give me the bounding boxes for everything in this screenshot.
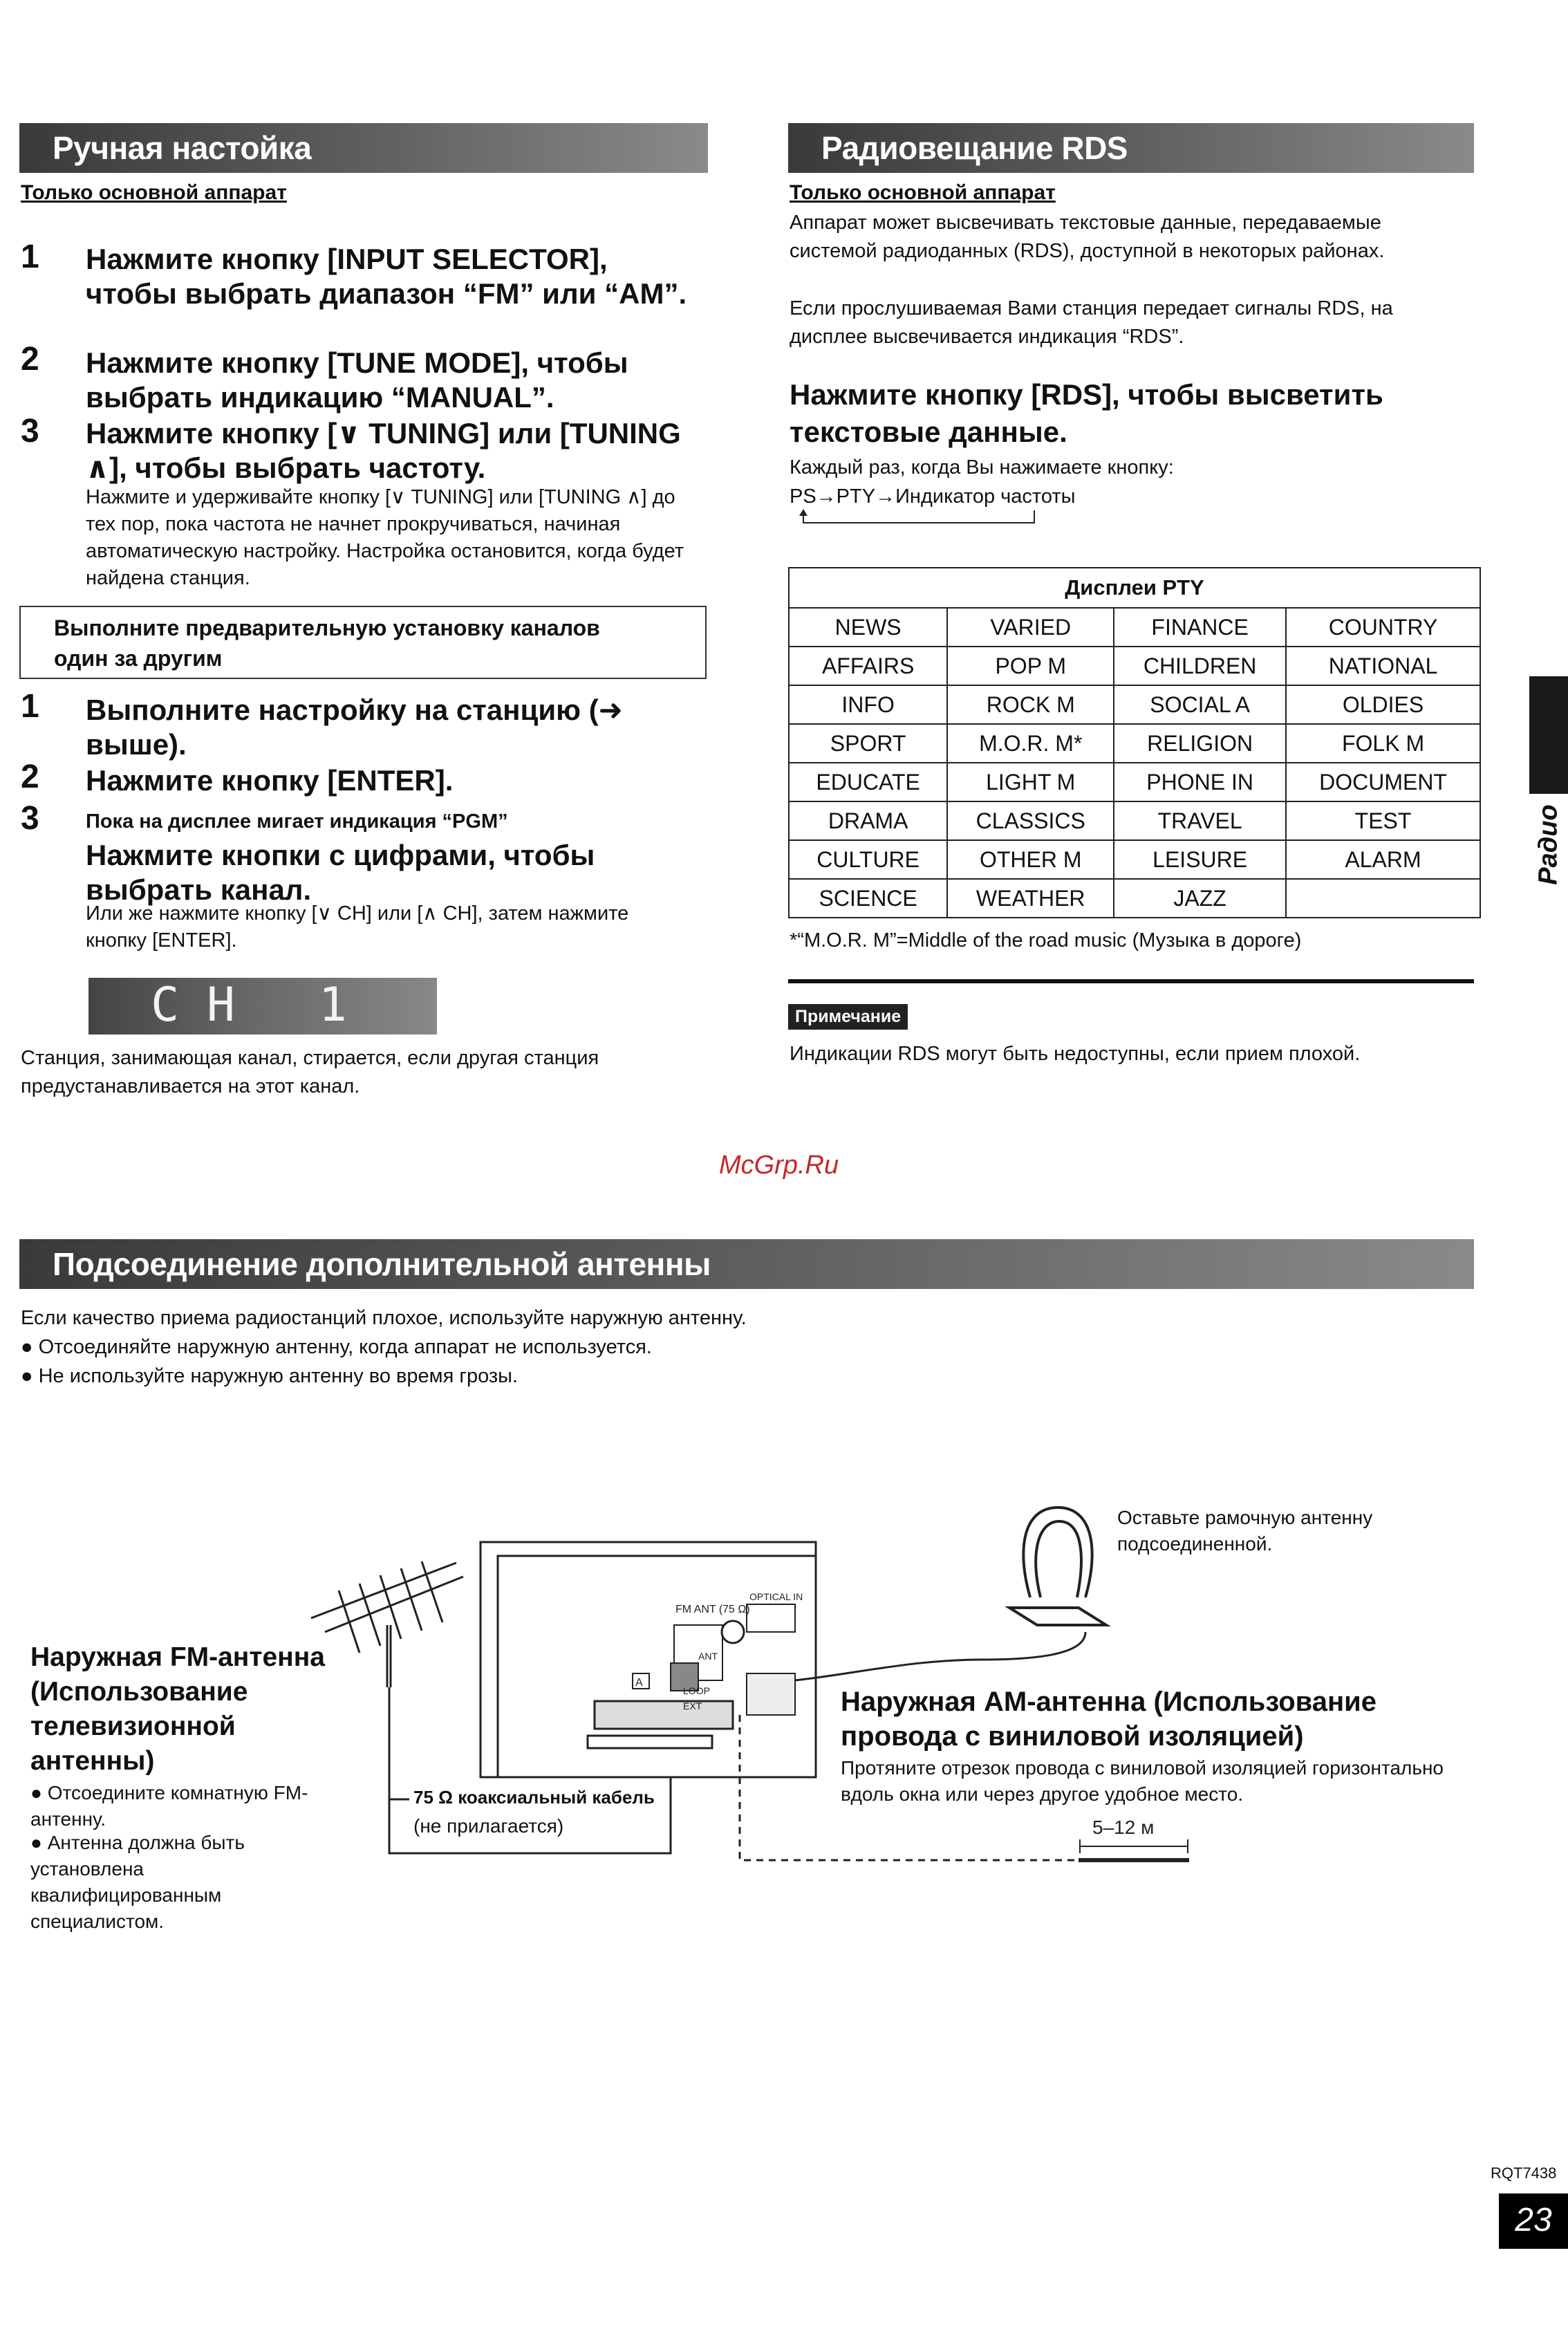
panel-label-a: A bbox=[635, 1677, 643, 1689]
pty-cell: POP M bbox=[947, 647, 1114, 685]
antenna-bullet: ● Отсоединяйте наружную антенну, когда аппарат не используется. bbox=[21, 1336, 652, 1358]
step-number: 3 bbox=[21, 800, 39, 837]
note-badge: Примечание bbox=[788, 1004, 908, 1030]
rds-sequence: PS→PTY→Индикатор частоты bbox=[790, 485, 1076, 508]
fm-antenna-bullet: ● Антенна должна быть установлена квалифицированным специалистом. bbox=[30, 1832, 245, 1932]
watermark: McGrp.Ru bbox=[719, 1151, 839, 1180]
antenna-intro: Если качество приема радиостанций плохое, используйте наружную антенну. bbox=[21, 1307, 747, 1329]
pty-cell: LIGHT M bbox=[947, 763, 1114, 801]
rds-intro: Аппарат может высвечивать текстовые данные, передаваемые системой радиоданных (RDS), доступной в некоторых районах. bbox=[790, 212, 1385, 262]
pty-cell: SCIENCE bbox=[789, 879, 947, 918]
manual-tuning-header: Ручная настойка bbox=[19, 123, 708, 173]
rds-intro-2: Если прослушиваемая Вами станция передает сигналы RDS, на дисплее высвечивается индикация “RDS”. bbox=[790, 297, 1393, 348]
am-terminal bbox=[747, 1673, 795, 1715]
pty-cell: OLDIES bbox=[1286, 685, 1480, 724]
antenna-bullet: ● Не используйте наружную антенну во время грозы. bbox=[21, 1365, 519, 1387]
step-number: 3 bbox=[21, 413, 39, 449]
fm-antenna-bullet: ● Отсоедините комнатную FM-антенну. bbox=[30, 1782, 308, 1830]
pty-cell: INFO bbox=[789, 685, 947, 724]
rds-heading: Нажмите кнопку [RDS], чтобы высветить текстовые данные. bbox=[790, 378, 1383, 448]
loop-antenna-note: Оставьте рамочную антенну подсоединенной. bbox=[1117, 1507, 1373, 1555]
pty-cell: FOLK M bbox=[1286, 724, 1480, 763]
pty-cell: CLASSICS bbox=[947, 801, 1114, 840]
pty-cell: AFFAIRS bbox=[789, 647, 947, 685]
antenna-header: Подсоединение дополнительной антенны bbox=[19, 1239, 1474, 1289]
side-tab bbox=[1529, 676, 1568, 794]
antenna-bullet-text: Отсоединяйте наружную антенну, когда аппарат не используется. bbox=[38, 1336, 652, 1358]
pty-table-title: Дисплеи PTY bbox=[789, 568, 1480, 608]
pty-cell: CHILDREN bbox=[1114, 647, 1286, 685]
pty-table bbox=[788, 567, 1481, 918]
pty-cell: NEWS bbox=[789, 608, 947, 647]
pty-footnote: *“M.O.R. M”=Middle of the road music (Музыка в дороге) bbox=[790, 929, 1302, 952]
cable-note: (не прилагается) bbox=[413, 1815, 564, 1837]
pty-cell: TRAVEL bbox=[1114, 801, 1286, 840]
pty-cell: WEATHER bbox=[947, 879, 1114, 918]
jack-ext-label: EXT bbox=[683, 1700, 702, 1711]
step-text: Нажмите кнопку [∨ TUNING] или [TUNING ∧], чтобы выбрать частоту. bbox=[86, 417, 681, 484]
rds-main-unit-only-label: Только основной аппарат bbox=[790, 181, 1056, 204]
pty-cell: DRAMA bbox=[789, 801, 947, 840]
pty-cell bbox=[1286, 879, 1480, 918]
fm-antenna-title: Наружная FM-антенна (Использование телевизионной антенны) bbox=[30, 1642, 325, 1776]
antenna-bullet-text: Не используйте наружную антенну во время грозы. bbox=[38, 1365, 519, 1387]
jack-optical-label: OPTICAL IN bbox=[749, 1591, 803, 1602]
step-number: 2 bbox=[21, 759, 39, 795]
fm-ant-connector bbox=[722, 1621, 744, 1643]
channel-display: CH 1 bbox=[88, 978, 437, 1034]
pty-cell: VARIED bbox=[947, 608, 1114, 647]
doc-code: RQT7438 bbox=[1491, 2164, 1557, 2182]
side-tab-label-wrap bbox=[1521, 795, 1568, 892]
pty-cell: ROCK M bbox=[947, 685, 1114, 724]
receiver-unit bbox=[480, 1542, 816, 1777]
pty-cell: OTHER M bbox=[947, 840, 1114, 879]
pty-cell: NATIONAL bbox=[1286, 647, 1480, 685]
am-loop-antenna-icon bbox=[1009, 1507, 1106, 1625]
am-antenna-title: Наружная AM-антенна (Использование провода с виниловой изоляцией) bbox=[841, 1687, 1376, 1752]
rds-each-time: Каждый раз, когда Вы нажимаете кнопку: bbox=[790, 456, 1174, 479]
step-number: 1 bbox=[21, 239, 39, 275]
preset-note: Или же нажмите кнопку [∨ CH] или [∧ CH], затем нажмите кнопку [ENTER]. bbox=[86, 902, 629, 952]
step-text: Нажмите кнопку [TUNE MODE], чтобы выбрать индикацию “MANUAL”. bbox=[86, 346, 628, 414]
main-unit-only-label: Только основной аппарат bbox=[21, 181, 287, 204]
am-antenna-text: Протяните отрезок провода с виниловой изоляцией горизонтально вдоль окна или через другое удобное место. bbox=[841, 1757, 1444, 1805]
pty-cell: LEISURE bbox=[1114, 840, 1286, 879]
pty-cell: DOCUMENT bbox=[1286, 763, 1480, 801]
pty-cell: COUNTRY bbox=[1286, 608, 1480, 647]
pty-cell: TEST bbox=[1286, 801, 1480, 840]
pty-cell: FINANCE bbox=[1114, 608, 1286, 647]
pty-cell: JAZZ bbox=[1114, 879, 1286, 918]
jack-ant-label: ANT bbox=[698, 1651, 718, 1662]
optical-jack bbox=[747, 1604, 795, 1632]
pgm-hint: Пока на дисплее мигает индикация “PGM” bbox=[86, 810, 508, 833]
fm-antenna-bullet-text: Антенна должна быть установлена квалифицированным специалистом. bbox=[30, 1832, 245, 1932]
divider bbox=[788, 979, 1474, 983]
loop-antenna-wire bbox=[795, 1632, 1085, 1680]
channel-footer: Станция, занимающая канал, стирается, если другая станция предустанавливается на этот канал. bbox=[21, 1047, 599, 1097]
pty-cell: SPORT bbox=[789, 724, 947, 763]
preset-box-title: Выполните предварительную установку каналов один за другим bbox=[54, 615, 600, 671]
note-text: Индикации RDS могут быть недоступны, если прием плохой. bbox=[790, 1043, 1361, 1065]
pty-cell: M.O.R. M* bbox=[947, 724, 1114, 763]
step-number: 1 bbox=[21, 688, 39, 725]
step-text: Нажмите кнопку [ENTER]. bbox=[86, 764, 454, 797]
sequence-loop-arrow bbox=[799, 508, 1041, 528]
step-text: Выполните настройку на станцию (➜ выше). bbox=[86, 694, 623, 761]
step-text: Нажмите кнопки с цифрами, чтобы выбрать канал. bbox=[86, 839, 595, 906]
pty-cell: CULTURE bbox=[789, 840, 947, 879]
pty-cell: ALARM bbox=[1286, 840, 1480, 879]
jack-fm-label: FM ANT (75 Ω) bbox=[675, 1604, 750, 1615]
distance-label: 5–12 м bbox=[1092, 1817, 1155, 1838]
pty-cell: EDUCATE bbox=[789, 763, 947, 801]
cable-label: 75 Ω коаксиальный кабель bbox=[413, 1787, 655, 1808]
page-number: 23 bbox=[1499, 2193, 1568, 2249]
step3-note: Нажмите и удерживайте кнопку [∨ TUNING] или [TUNING ∧] до тех пор, пока частота не начнет прокручиваться, начиная автоматическую настройку. Настройка остановится, когда будет найдена станция. bbox=[86, 486, 684, 589]
preset-box bbox=[19, 606, 707, 679]
jack-loop-label: LOOP bbox=[683, 1685, 710, 1696]
side-tab-label: Радио bbox=[1533, 804, 1563, 885]
pty-cell: RELIGION bbox=[1114, 724, 1286, 763]
step-number: 2 bbox=[21, 341, 39, 378]
pty-cell: PHONE IN bbox=[1114, 763, 1286, 801]
rds-header: Радиовещание RDS bbox=[788, 123, 1474, 173]
pty-cell: SOCIAL A bbox=[1114, 685, 1286, 724]
fm-antenna-bullet-text: Отсоедините комнатную FM-антенну. bbox=[30, 1782, 308, 1830]
step-text: Нажмите кнопку [INPUT SELECTOR], чтобы выбрать диапазон “FM” или “AM”. bbox=[86, 243, 687, 310]
